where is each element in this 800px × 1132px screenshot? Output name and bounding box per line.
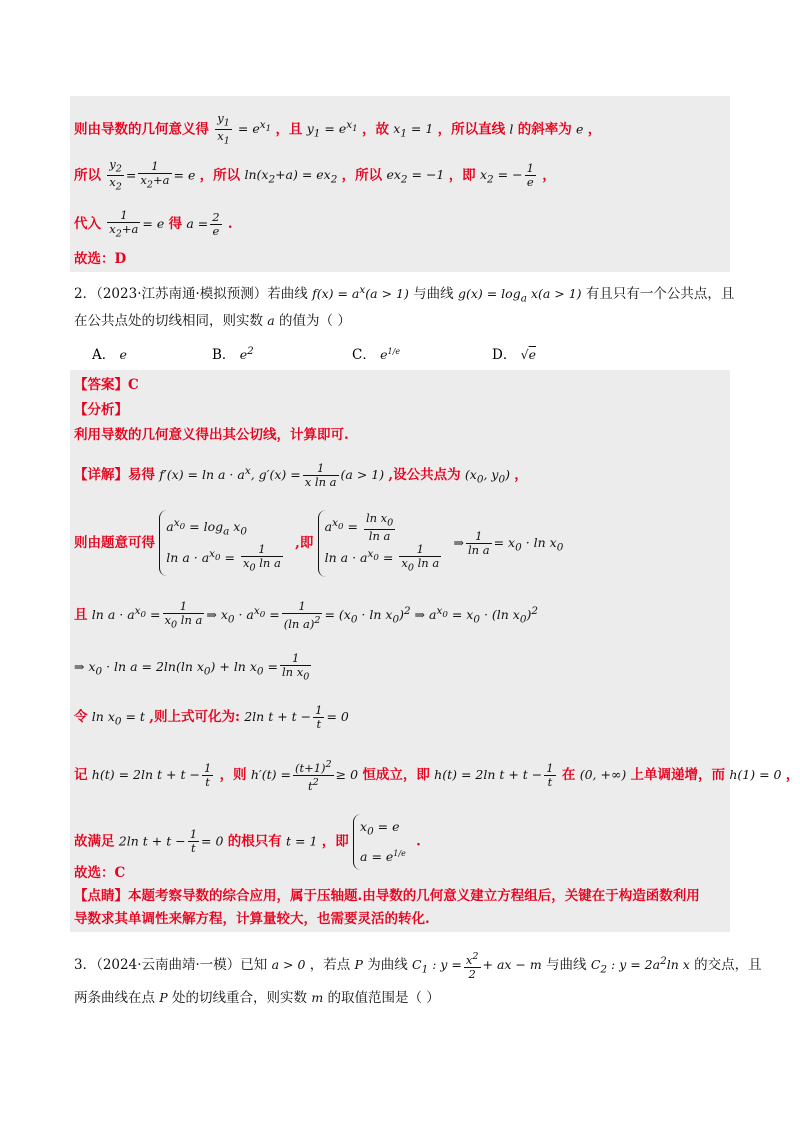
text: ，若点	[309, 956, 351, 973]
question-3-line-1: 3．（2024·云南曲靖·一模）已知 a > 0 ，若点 P 为曲线 $C_1$ : y = $\frac{x^2}{2}$ + ax − m 与曲线 $C_2$ : $y = 2a^2\ln$ x 的交点，且	[74, 951, 762, 981]
text: 的取值范围是（ ）	[327, 990, 440, 1006]
option-a[interactable]	[92, 343, 127, 363]
comment-line-1: 【点睛】本题考察导数的综合应用，属于压轴题.由导数的几何意义建立方程组后，关键在于构造函数利用	[74, 888, 700, 904]
detail-line: 【详解】易得 $f'(x) = \ln a \cdot a^x$, g′(x) = $\frac{1}{\text{x ln a}}$ (a > 1) ,设公共点为 ($x_0$, $y_0$) ，	[74, 461, 528, 490]
record-line: 记 h(t) = 2ln t + t − $\frac{1}{t}$ ，则 h′(t) = $\frac{(t+1)^2}{t^2}$ ≥ 0 恒成立，即 h(t) = 2ln t + t − $\frac{1}{t}$ 在 (0, +∞) 上单调递增，而 h(1) = 0 ，	[74, 759, 800, 793]
text: 的值为（ ）	[279, 313, 351, 329]
text: ,即	[295, 534, 314, 551]
option-label: D．	[492, 347, 517, 363]
let-line: 令 $\ln x_0 = t$ ,则上式可化为: 2ln t + t − $\frac{1}{t}$ = 0	[74, 703, 349, 731]
question-2-line-2	[74, 309, 351, 329]
math: P	[354, 956, 363, 972]
math: l	[509, 121, 514, 137]
text: 为曲线	[367, 956, 408, 973]
top-line-1: 则由导数的几何意义得 $\frac{y_1}{x_1}$ = $e^{x_1}$ ，且 $y_1 = e^{x_1}$ ，故 $x_1 = 1$ ，所以直线 l 的斜率为 e ，	[74, 111, 602, 147]
text: ,设公共点为	[388, 467, 461, 484]
option-label: A．	[92, 347, 116, 363]
text: ，	[542, 167, 556, 184]
text: ,则上式可化为:	[149, 709, 240, 725]
text: 代入	[74, 216, 101, 233]
text: 在公共点处的切线相同，则实数	[74, 313, 263, 329]
question-2-line-1: 2．（2023·江苏南通·模拟预测）若曲线 $f(x) = a^x(a > 1)$ 与曲线 $g(x) = \log_a x(a > 1)$ 有且只有一个公共点，且	[74, 283, 735, 305]
math: (0, +∞)	[579, 766, 627, 782]
equation-system: $a^{x_0}$ = $\frac{\ln x_0}{\text{ln a}}$ $\ln a \cdot a^{x_0}$ = $\frac{1}{x_0 \ln a}$	[318, 510, 450, 577]
math: a > 0	[271, 956, 306, 972]
text: 令	[74, 709, 88, 725]
text: ，所以	[199, 167, 241, 184]
text: 记	[74, 766, 88, 783]
text: 所以	[74, 167, 101, 184]
comment-line-2: 导数求其单调性来解方程，计算量较大，也需要灵活的转化.	[74, 911, 430, 927]
text: .	[227, 216, 233, 233]
text: 则由导数的几何意义得	[74, 121, 209, 138]
text: ，则	[219, 766, 247, 783]
text: ，所以直线	[437, 121, 506, 138]
math: t = 1	[286, 833, 318, 849]
equation-system: $a^{x_0} = \log_a x_0$ $\ln a \cdot a^{x_0}$ = $\frac{1}{x_0 \ln a}$	[159, 510, 291, 576]
text: 在	[561, 766, 576, 783]
text: 故满足	[74, 833, 115, 850]
text: 与曲线	[546, 956, 587, 973]
text: 处的切线重合，则实数	[172, 990, 308, 1006]
math: e	[576, 121, 584, 137]
text: ，即	[448, 167, 476, 184]
text: 的根只有	[227, 833, 282, 850]
text: 的交点，且	[694, 956, 762, 973]
text: 上单调递增，而	[630, 766, 726, 783]
text: 有且只有一个公共点，且	[585, 286, 735, 302]
math: P	[159, 990, 168, 1005]
text: 【详解】易得	[74, 467, 155, 484]
text: 恒成立，即	[362, 766, 430, 783]
text: ，故	[361, 121, 389, 138]
text: 2．（2023·江苏南通·模拟预测）若曲线	[74, 286, 308, 302]
text: 3．（2024·云南曲靖·一模）已知	[74, 956, 268, 973]
text: ，	[514, 467, 528, 484]
text: ，所以	[341, 167, 383, 184]
root-line: 故满足 2ln t + t − $\frac{1}{t}$ = 0 的根只有 t = 1 ，即 $x_0 = e$ $a = e^{1/e}$ .	[74, 814, 421, 870]
text: 得	[168, 216, 183, 233]
text: ，	[785, 766, 800, 783]
option-label: B．	[212, 347, 236, 363]
text: ，	[587, 121, 602, 138]
top-line-2: 所以 $\frac{y_2}{x_2}$ = $\frac{1}{x_2+a}$ = e ，所以 $\ln(x_2+a) = ex_2$ ，所以 $ex_2 = -1$ ，即 $x_2$ = − $\frac{1}{e}$ ，	[74, 157, 556, 193]
text: 的斜率为	[517, 121, 572, 138]
option-b[interactable]: B． $e^2$	[212, 344, 254, 363]
math: a	[267, 313, 275, 328]
text: 两条曲线在点	[74, 990, 155, 1006]
text: 且	[74, 607, 88, 624]
option-value: e	[119, 347, 127, 362]
text: 与曲线	[413, 286, 454, 302]
system-line: 则由题意可得 $a^{x_0} = \log_a x_0$ $\ln a \cdot a^{x_0}$ = $\frac{1}{x_0 \ln a}$ ,即 $a^{x_0}$ = $\frac{\ln x_0}{\text{ln a}}$ $\ln a \cdot a^{x_0}$ = $\frac{1}{x_0 \ln a}$ ⇒ $\frac{1}{\text{ln a}}$ = $x_0 \cdot \ln x_0$	[74, 510, 563, 577]
math: m	[311, 990, 324, 1005]
text: .	[416, 833, 421, 850]
math: h(1) = 0	[729, 766, 782, 782]
option-d[interactable]: D． √e	[492, 347, 536, 363]
equation-system: $x_0 = e$ $a = e^{1/e}$	[353, 814, 412, 870]
text: 则由题意可得	[74, 534, 155, 551]
option-label: C．	[352, 347, 376, 363]
top-line-3: 代入 $\frac{1}{x_2+a}$ = e 得 a = $\frac{2}{e}$ .	[74, 208, 233, 240]
option-c[interactable]: C． $e^{1/e}$	[352, 346, 401, 363]
fraction: $\frac{y_1}{x_1}$	[217, 111, 230, 147]
implies-line: ⇒ $x_0 \cdot \ln a = 2\ln(\ln$ $x_0) + \ln x_0$ = $\frac{1}{\ln x_0}$	[74, 651, 310, 683]
question-3-line-2	[74, 986, 440, 1006]
text: ，且	[275, 121, 303, 138]
top-answer: 故选：D	[74, 251, 127, 267]
analysis-text: 利用导数的几何意义得出其公切线，计算即可.	[74, 427, 349, 443]
choose-label: 故选：C	[74, 865, 126, 881]
and-line: 且 $\ln a \cdot a^{x_0}$ = $\frac{1}{x_0 \ln a}$ ⇒ $x_0 \cdot a^{x_0}$ = $\frac{1}{(\ln a)^2}$ = $(x_0 \cdot \ln x_0)^2$ ⇒ $a^{x_0} = x_0 \cdot (\ln$ $x_0)^2$	[74, 599, 538, 632]
answer-label: 【答案】C	[74, 377, 139, 393]
text: ，即	[321, 833, 349, 850]
analysis-title: 【分析】	[74, 402, 128, 418]
